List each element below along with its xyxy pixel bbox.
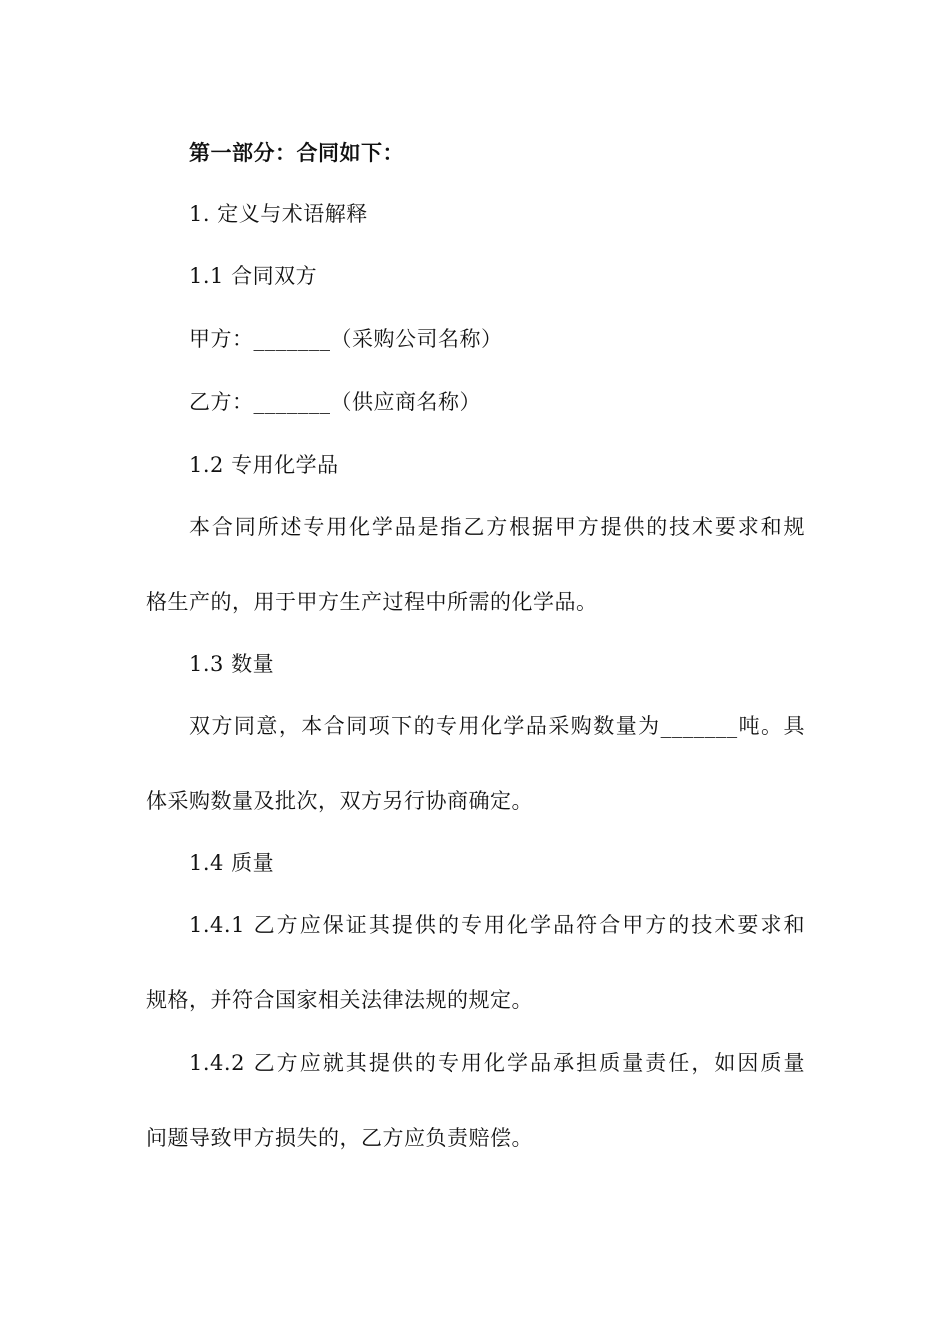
section-1-4-2-paragraph-line-1: 1.4.2 乙方应就其提供的专用化学品承担质量责任，如因质量 (189, 1051, 805, 1075)
section-1-4-2-paragraph-line-2: 问题导致甲方损失的，乙方应负责赔偿。 (146, 1126, 533, 1150)
section-1-2-paragraph-line-2: 格生产的，用于甲方生产过程中所需的化学品。 (146, 590, 598, 614)
section-1-3-paragraph-line-1: 双方同意，本合同项下的专用化学品采购数量为_______吨。具 (189, 714, 805, 738)
section-1-1-title: 1.1 合同双方 (189, 264, 318, 288)
section-1-title: 1. 定义与术语解释 (189, 202, 368, 226)
party-a-line: 甲方：_______（采购公司名称） (189, 327, 503, 351)
section-1-4-1-paragraph-line-1: 1.4.1 乙方应保证其提供的专用化学品符合甲方的技术要求和 (189, 913, 805, 937)
section-1-2-paragraph-line-1: 本合同所述专用化学品是指乙方根据甲方提供的技术要求和规 (189, 515, 805, 539)
section-1-3-title: 1.3 数量 (189, 652, 275, 676)
section-1-3-paragraph-line-2: 体采购数量及批次，双方另行协商确定。 (146, 789, 533, 813)
part-title: 第一部分：合同如下： (189, 140, 404, 165)
section-1-4-title: 1.4 质量 (189, 851, 275, 875)
party-b-line: 乙方：_______（供应商名称） (189, 390, 481, 414)
section-1-4-1-paragraph-line-2: 规格，并符合国家相关法律法规的规定。 (146, 988, 533, 1012)
section-1-2-title: 1.2 专用化学品 (189, 453, 339, 477)
